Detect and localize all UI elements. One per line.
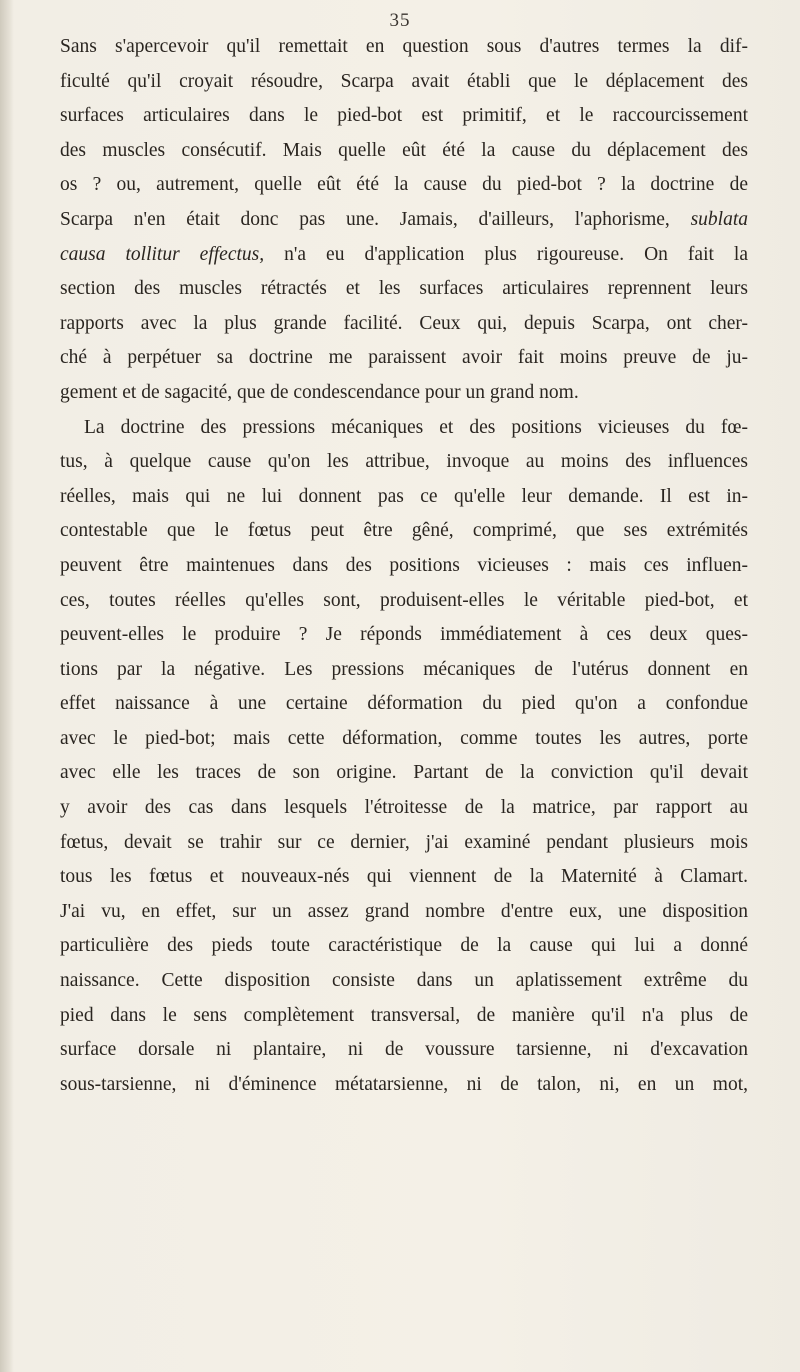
text-line: ficulté qu'il croyait résoudre, Scarpa avait établi que le déplacement des [60, 70, 748, 92]
paragraph-2 [60, 411, 748, 1103]
text-line: sous-tarsienne, ni d'éminence métatarsienne, ni de talon, ni, en un mot, [60, 1073, 748, 1095]
text-line [60, 238, 748, 273]
italic-run: sublata [690, 208, 748, 230]
text-line: des muscles consécutif. Mais quelle eût été la cause du déplacement des [60, 139, 748, 161]
body-text [60, 30, 748, 1102]
text-run: Scarpa n'en était donc pas une. Jamais, d'ailleurs, l'aphorisme, [60, 208, 691, 230]
page-number: 35 [389, 10, 411, 31]
italic-run: causa tollitur effectus, [60, 243, 265, 265]
text-line: particulière des pieds toute caractéristique de la cause qui lui a donné [60, 935, 748, 957]
text-line: surfaces articulaires dans le pied-bot est primitif, et le raccourcissement [60, 105, 748, 127]
text-line: Sans s'apercevoir qu'il remettait en question sous d'autres termes la dif- [60, 36, 748, 57]
text-line: tous les fœtus et nouveaux-nés qui viennent de la Maternité à Clamart. [60, 866, 748, 888]
text-line: réelles, mais qui ne lui donnent pas ce qu'elle leur demande. Il est in- [60, 485, 748, 507]
text-line [60, 203, 748, 238]
text-line: tus, à quelque cause qu'on les attribue, invoque au moins des influences [60, 451, 748, 473]
text-line: J'ai vu, en effet, sur un assez grand nombre d'entre eux, une disposition [60, 900, 748, 922]
text-line: ché à perpétuer sa doctrine me paraissent avoir fait moins preuve de ju- [60, 347, 748, 369]
text-line: contestable que le fœtus peut être gêné, comprimé, que ses extrémités [60, 520, 748, 542]
text-run: n'a eu d'application plus rigoureuse. On fait la [264, 243, 748, 265]
text-line: pied dans le sens complètement transversal, de manière qu'il n'a plus de [60, 1004, 748, 1026]
text-line: avec le pied-bot; mais cette déformation, comme toutes les autres, porte [60, 727, 748, 749]
text-line: os ? ou, autrement, quelle eût été la cause du pied-bot ? la doctrine de [60, 174, 748, 196]
text-line: La doctrine des pressions mécaniques et des positions vicieuses du fœ- [84, 416, 748, 438]
text-line: naissance. Cette disposition consiste dans un aplatissement extrême du [60, 970, 748, 992]
text-line: surface dorsale ni plantaire, ni de voussure tarsienne, ni d'excavation [60, 1039, 748, 1061]
text-line: tions par la négative. Les pressions mécaniques de l'utérus donnent en [60, 658, 748, 680]
text-line: effet naissance à une certaine déformation du pied qu'on a confondue [60, 693, 748, 715]
text-line: fœtus, devait se trahir sur ce dernier, j'ai examiné pendant plusieurs mois [60, 831, 748, 853]
text-line: section des muscles rétractés et les surfaces articulaires reprennent leurs [60, 278, 748, 300]
text-line: peuvent-elles le produire ? Je réponds immédiatement à ces deux ques- [60, 624, 748, 646]
text-line: ces, toutes réelles qu'elles sont, produisent-elles le véritable pied-bot, et [60, 589, 748, 611]
text-line: gement et de sagacité, que de condescendance pour un grand nom. [60, 381, 579, 403]
text-line: avec elle les traces de son origine. Partant de la conviction qu'il devait [60, 762, 748, 784]
text-line: y avoir des cas dans lesquels l'étroitesse de la matrice, par rapport au [60, 797, 748, 819]
paragraph-1 [60, 30, 748, 411]
text-line: rapports avec la plus grande facilité. Ceux qui, depuis Scarpa, ont cher- [60, 312, 748, 334]
text-line: peuvent être maintenues dans des positions vicieuses : mais ces influen- [60, 554, 748, 576]
page-binding-edge [0, 0, 14, 1372]
